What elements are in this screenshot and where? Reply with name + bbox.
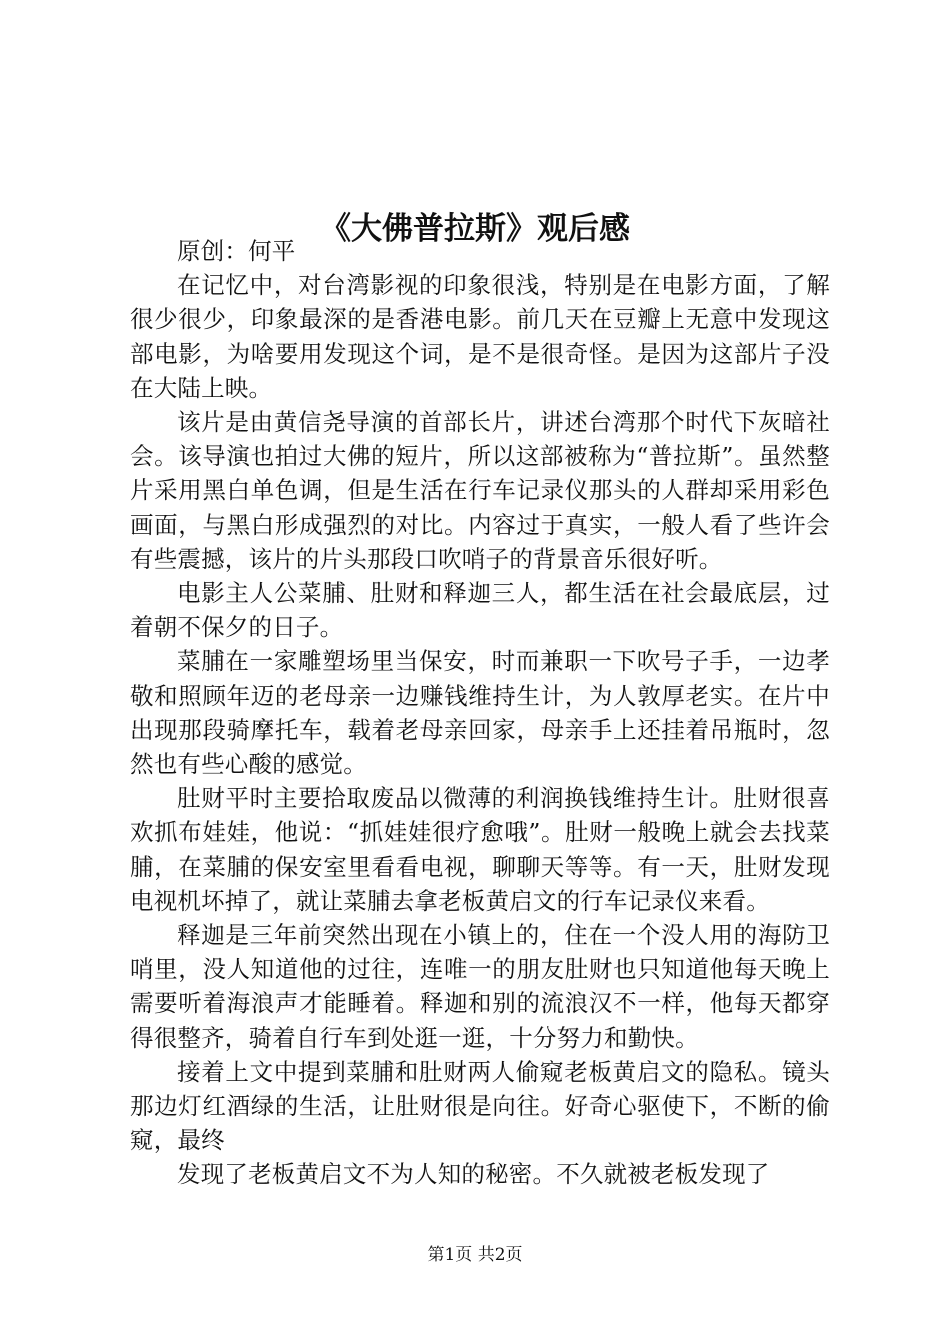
document-title: 《大佛普拉斯》观后感 (320, 210, 630, 247)
paragraph: 菜脯在一家雕塑场里当保安，时而兼职一下吹号子手，一边孝敬和照顾年迈的老母亲一边赚钱维持生计，为人敦厚老实。在片中出现那段骑摩托车，载着老母亲回家，母亲手上还挂着吊瓶时，忽然也有些心酸的感觉。 (130, 647, 830, 779)
paragraph: 发现了老板黄启文不为人知的秘密。不久就被老板发现了 (177, 1160, 770, 1189)
paragraph: 该片是由黄信尧导演的首部长片，讲述台湾那个时代下灰暗社会。该导演也拍过大佛的短片，所以这部被称为“普拉斯”。虽然整片采用黑白单色调，但是生活在行车记录仪那头的人群却采用彩色画面，与黑白形成强烈的对比。内容过于真实，一般人看了些许会有些震撼，该片的片头那段口吹哨子的背景音乐很好听。 (130, 408, 830, 573)
document-body (130, 234, 830, 1192)
paragraph: 在记忆中，对台湾影视的印象很浅，特别是在电影方面，了解很少很少，印象最深的是香港电影。前几天在豆瓣上无意中发现这部电影，为啥要用发现这个词，是不是很奇怪。是因为这部片子没在大陆上映。 (130, 271, 830, 402)
paragraph: 肚财平时主要拾取废品以微薄的利润换钱维持生计。肚财很喜欢抓布娃娃，他说：“抓娃娃很疗愈哦”。肚财一般晚上就会去找菜脯，在菜脯的保安室里看看电视，聊聊天等等。有一天，肚财发现电视机坏掉了，就让菜脯去拿老板黄启文的行车记录仪来看。 (130, 784, 830, 915)
author-line: 原创：何平 (177, 237, 296, 265)
page-number-footer: 第1页 共2页 (427, 1245, 523, 1265)
paragraph: 电影主人公菜脯、肚财和释迦三人，都生活在社会最底层，过着朝不保夕的日子。 (130, 579, 830, 642)
paragraph: 释迦是三年前突然出现在小镇上的，住在一个没人用的海防卫哨里，没人知道他的过往，连唯一的朋友肚财也只知道他每天晚上需要听着海浪声才能睡着。释迦和别的流浪汉不一样，他每天都穿得很整齐，骑着自行车到处逛一逛，十分努力和勤快。 (130, 921, 830, 1052)
paragraph: 接着上文中提到菜脯和肚财两人偷窥老板黄启文的隐私。镜头那边灯红酒绿的生活，让肚财很是向往。好奇心驱使下，不断的偷窥，最终 (130, 1057, 830, 1155)
